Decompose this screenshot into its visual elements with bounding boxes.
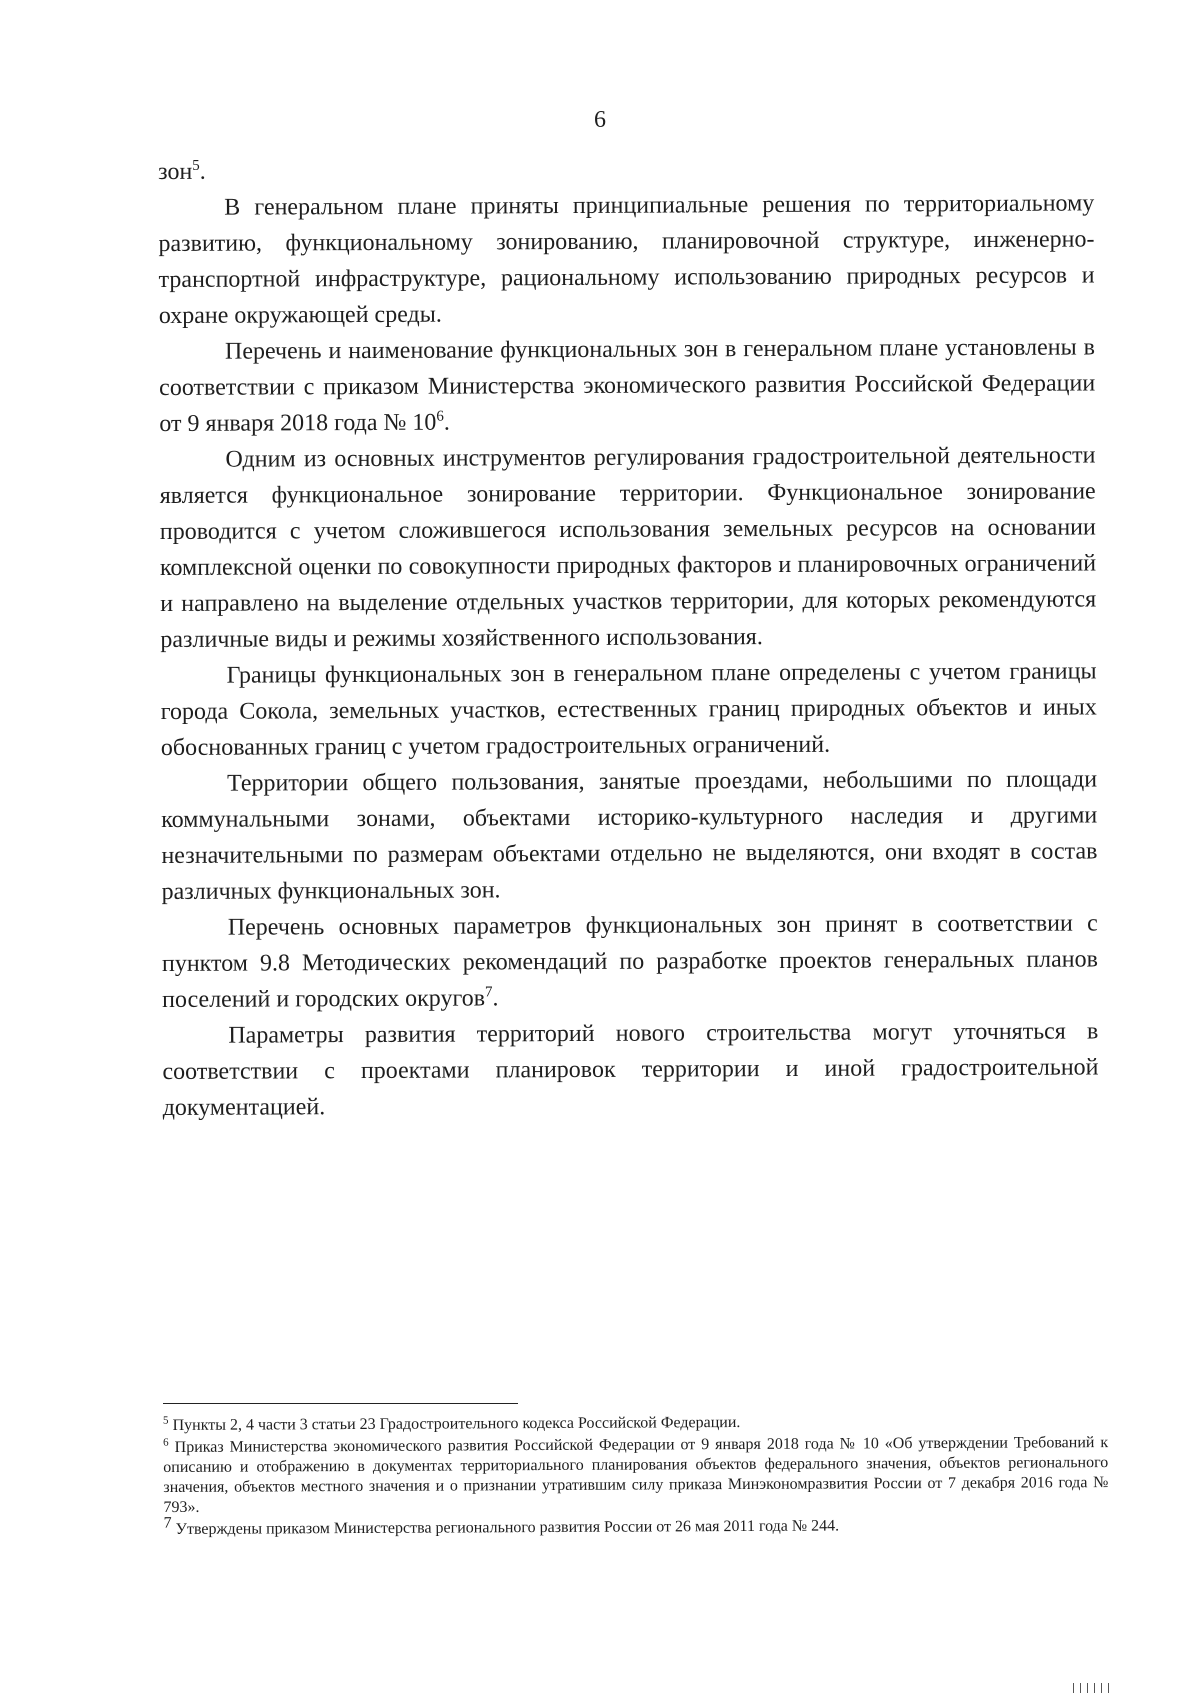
- footnote-5: [163, 1411, 1108, 1436]
- scan-artifact: [1073, 1683, 1111, 1693]
- continued-line: [158, 149, 1094, 190]
- footnotes: [163, 1411, 1109, 1542]
- footnote-ref-7[interactable]: 7: [484, 984, 493, 1001]
- paragraph-text: Параметры развития территорий нового строительства могут уточняться в соответствии с проектами планировок территории и иной градостроительной документацией.: [162, 1018, 1099, 1121]
- paragraph-zoning-tools: [159, 437, 1096, 658]
- paragraph-text: Территории общего пользования, занятые проездами, небольшими по площади коммунальными зонами, объектами историко-культурного наследия и другими незначительными по размерам объектами отдельно не выделяются, они входят в состав различных функциональных зон.: [161, 766, 1098, 905]
- footnote-ref-6[interactable]: 6: [436, 408, 444, 425]
- footnote-ref-5[interactable]: 5: [192, 157, 200, 174]
- paragraph-public-areas: [161, 761, 1098, 910]
- paragraph-text: В генеральном плане приняты принципиальные решения по территориальному развитию, функциональному зонированию, планировочной структуре, инженерно-транспортной инфраструктуре, рациональному использованию природных ресурсов и охране окружающей среды.: [158, 190, 1095, 329]
- footnote-text: Приказ Министерства экономического развития Российской Федерации от 9 января 2018 года № 10 «Об утверждении Требований к описанию и отображению в документах территориального планирования объектов федерального значения, объектов регионального значения, объектов местного значения и о признании утратившим силу приказа Минэкономразвития России от 7 декабря 2016 года № 793».: [163, 1434, 1109, 1516]
- footnote-6: [163, 1433, 1108, 1518]
- paragraph-end: .: [443, 409, 450, 436]
- footnote-text: Утверждены приказом Министерства регионального развития России от 26 мая 2011 года № 244.: [175, 1517, 840, 1538]
- paragraph-zone-borders: [160, 653, 1097, 766]
- footnote-mark: 5: [162, 1414, 169, 1427]
- paragraph-new-construction: [162, 1013, 1099, 1126]
- paragraph-decisions: [158, 185, 1095, 334]
- paragraph-text: Перечень основных параметров функциональных зон принят в соответствии с пунктом 9.8 Методических рекомендаций по разработке проектов генеральных планов поселений и городских округов: [161, 910, 1099, 1013]
- paragraph-end: .: [492, 985, 499, 1012]
- paragraph-zone-list: [159, 329, 1096, 442]
- paragraph-text: Одним из основных инструментов регулирования градостроительной деятельности является функциональное зонирование территории. Функциональное зонирование проводится с учетом сложившегося использования земельных ресурсов на основании комплексной оценки по совокупности природных факторов и планировочных ограничений и направлено на выделение отдельных участков территории, для которых рекомендуются различные виды и режимы хозяйственного использования.: [159, 442, 1097, 653]
- footnote-mark: 7: [163, 1514, 172, 1532]
- footnote-separator: [163, 1403, 518, 1404]
- continued-text: зон: [158, 158, 193, 185]
- body-text: [158, 149, 1099, 1126]
- paragraph-text: Перечень и наименование функциональных зон в генеральном плане установлены в соответствии с приказом Министерства экономического развития Российской Федерации от 9 января 2018 года № 10: [159, 334, 1096, 437]
- page-number: 6: [594, 107, 606, 133]
- footnote-mark: 6: [163, 1436, 169, 1449]
- footnote-7: [164, 1515, 1109, 1540]
- paragraph-parameters: [162, 905, 1099, 1018]
- paragraph-text: Границы функциональных зон в генеральном плане определены с учетом границы города Сокола, земельных участков, естественных границ природных объектов и иных обоснованных границ с учетом градостроительных ограничений.: [160, 658, 1097, 761]
- continued-end: .: [199, 158, 206, 185]
- footnote-text: Пункты 2, 4 части 3 статьи 23 Градостроительного кодекса Российской Федерации.: [172, 1413, 741, 1434]
